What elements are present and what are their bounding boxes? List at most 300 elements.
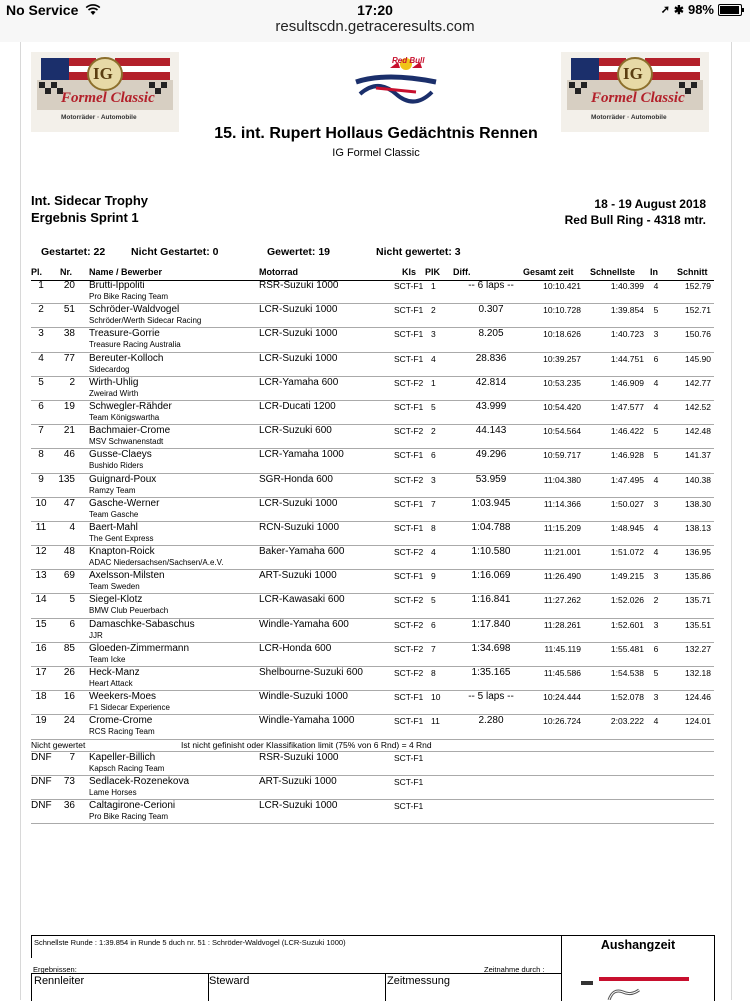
cell-nr: 21 (63, 425, 75, 437)
cell-pik: 2 (431, 305, 436, 316)
event-venue: Red Bull Ring - 4318 mtr. (564, 213, 706, 227)
table-row (31, 570, 714, 594)
cell-name: Siegel-Klotz (89, 594, 143, 606)
cell-motorrad: LCR-Suzuki 1000 (259, 352, 338, 364)
cell-klasse: SCT-F1 (394, 401, 424, 412)
cell-klasse: SCT-F1 (394, 522, 424, 533)
cell-name: Gusse-Claeys (89, 449, 152, 461)
cell-team: ADAC Niedersachsen/Sachsen/A.e.V. (89, 558, 224, 568)
cell-motorrad: LCR-Yamaha 600 (259, 376, 339, 388)
cell-pik: 1 (431, 281, 436, 291)
cell-motorrad: RSR-Suzuki 1000 (259, 751, 339, 763)
cell-nr: 4 (69, 521, 75, 533)
cell-schnitt: 138.30 (685, 498, 711, 509)
cell-in-runde: 5 (653, 450, 659, 461)
cell-klasse: SCT-F1 (394, 752, 424, 763)
cell-pl: 8 (38, 449, 44, 461)
results-table (31, 280, 714, 824)
cell-gesamtzeit: 10:53.235 (543, 377, 581, 388)
cell-pl: 10 (35, 497, 47, 509)
cell-klasse: SCT-F1 (394, 329, 424, 340)
cell-name: Knapton-Roick (89, 546, 155, 558)
cell-schnitt: 145.90 (685, 353, 711, 364)
zeitnahme-label: Zeitnahme durch : (484, 965, 545, 974)
cell-team: Team Königswartha (89, 412, 160, 422)
cell-pik: 11 (431, 716, 440, 727)
cell-pik: 4 (431, 547, 436, 558)
cell-klasse: SCT-F1 (394, 281, 424, 291)
cell-motorrad: LCR-Suzuki 1000 (259, 328, 338, 340)
cell-motorrad: RCN-Suzuki 1000 (259, 521, 340, 533)
cell-pik: 1 (431, 377, 436, 388)
cell-motorrad: ART-Suzuki 1000 (259, 570, 337, 582)
cell-nr: 48 (63, 546, 75, 558)
cell-nr: 51 (63, 304, 75, 316)
cell-nr: 85 (63, 642, 75, 654)
cell-pik: 4 (431, 353, 436, 364)
table-row (31, 449, 714, 473)
cell-name: Axelsson-Milsten (89, 570, 165, 582)
cell-name: Treasure-Gorrie (89, 328, 160, 340)
cell-diff: 44.143 (475, 425, 507, 437)
cell-gesamtzeit: 10:39.257 (543, 353, 581, 364)
event-info (31, 192, 148, 226)
count-started: Gestartet: 22 (41, 246, 106, 258)
cell-schnitt: 150.76 (685, 329, 711, 340)
cell-name: Brutti-Ippoliti (89, 280, 145, 291)
cell-schnellste: 1:46.928 (610, 450, 644, 461)
table-row (31, 594, 714, 618)
cell-motorrad: RSR-Suzuki 1000 (259, 280, 339, 291)
table-row (31, 522, 714, 546)
cell-pik: 10 (431, 692, 441, 703)
cell-team: Ramzy Team (89, 485, 136, 495)
cell-schnellste: 1:52.078 (610, 692, 644, 703)
table-row (31, 546, 714, 570)
note-text: Ist nicht gefinisht oder Klassifikation limit (75% von 6 Rnd) = 4 Rnd (181, 739, 432, 750)
cell-nr: 135 (58, 473, 75, 485)
cell-name: Crome-Crome (89, 715, 153, 727)
rennleiter-box (31, 973, 209, 1001)
cell-in-runde: 3 (653, 692, 659, 703)
cell-motorrad: Windle-Yamaha 600 (259, 618, 349, 630)
track-map-icon (579, 975, 699, 1000)
cell-klasse: SCT-F2 (394, 668, 424, 678)
cell-diff: 8.205 (478, 328, 504, 340)
clock: 17:20 (357, 2, 393, 18)
col-pik: PIK (425, 267, 441, 277)
cell-diff: 43.999 (475, 400, 507, 412)
cell-motorrad: Shelbourne-Suzuki 600 (259, 667, 363, 678)
cell-pl: 9 (38, 473, 44, 485)
cell-name: Wirth-Uhlig (89, 376, 139, 388)
table-row (31, 752, 714, 776)
carrier-label: No Service (6, 2, 79, 18)
cell-team: Heart Attack (89, 679, 133, 688)
cell-klasse: SCT-F2 (394, 426, 424, 437)
bluetooth-icon: ✱ (673, 2, 684, 17)
cell-schnellste: 1:51.072 (610, 547, 644, 558)
cell-diff: 53.959 (475, 473, 507, 485)
cell-nr: 47 (63, 497, 75, 509)
col-in: In (650, 267, 658, 277)
cell-team: Treasure Racing Australia (89, 340, 181, 350)
table-row (31, 377, 714, 401)
classification-note (31, 740, 714, 752)
ig-logo-formel: Formel Classic (591, 90, 685, 106)
battery-percent: 98% (687, 2, 714, 17)
cell-schnitt: 141.37 (685, 450, 711, 461)
cell-klasse: SCT-F1 (394, 353, 424, 364)
cell-schnellste: 1:48.945 (610, 522, 644, 533)
cell-schnitt: 142.48 (685, 426, 711, 437)
cell-pik: 5 (431, 595, 436, 606)
cell-pl: 19 (35, 715, 47, 727)
cell-name: Guignard-Poux (89, 473, 157, 485)
cell-pl: DNF (31, 775, 52, 787)
cell-nr: 26 (63, 667, 75, 678)
col-gesamt: Gesamt zeit (523, 267, 574, 277)
cell-diff: 0.307 (478, 304, 504, 316)
cell-pl: 17 (35, 667, 47, 678)
cell-in-runde: 4 (653, 716, 659, 727)
cell-gesamtzeit: 10:54.420 (543, 401, 581, 412)
result-type: Ergebnis Sprint 1 (31, 210, 139, 225)
zeitmessung-label: Zeitmessung (387, 975, 450, 987)
cell-gesamtzeit: 10:24.444 (543, 692, 581, 703)
cell-in-runde: 6 (653, 353, 659, 364)
cell-diff: 1:34.698 (471, 642, 511, 654)
cell-name: Baert-Mahl (89, 521, 138, 533)
table-row (31, 619, 714, 643)
cell-schnitt: 136.95 (685, 547, 711, 558)
cell-team: MSV Schwanenstadt (89, 437, 164, 447)
ig-logo-sub: Motorräder · Automobile (61, 114, 137, 121)
cell-klasse: SCT-F2 (394, 377, 424, 388)
cell-pl: 2 (38, 304, 44, 316)
cell-pl: 13 (35, 570, 47, 582)
note-label: Nicht gewertet (31, 739, 86, 750)
cell-pik: 6 (431, 619, 436, 630)
cell-gesamtzeit: 11:28.261 (543, 619, 581, 630)
cell-in-runde: 5 (653, 668, 659, 678)
cell-diff: 2.280 (478, 715, 504, 727)
cell-schnellste: 1:50.027 (610, 498, 644, 509)
cell-gesamtzeit: 11:45.586 (543, 668, 581, 678)
cell-schnellste: 1:52.601 (610, 619, 644, 630)
cell-diff: 1:03.945 (471, 497, 511, 509)
cell-in-runde: 4 (653, 377, 659, 388)
cell-schnellste: 1:52.026 (610, 595, 644, 606)
cell-schnellste: 1:46.422 (610, 426, 644, 437)
cell-diff: 49.296 (475, 449, 507, 461)
cell-name: Kapeller-Billich (89, 751, 156, 763)
cell-schnellste: 1:49.215 (610, 571, 644, 582)
results-header (31, 267, 714, 281)
cell-klasse: SCT-F1 (394, 450, 424, 461)
cell-motorrad: ART-Suzuki 1000 (259, 775, 337, 787)
cell-nr: 16 (63, 691, 75, 703)
cell-in-runde: 5 (653, 426, 659, 437)
cell-pl: 3 (38, 328, 44, 340)
url-bar[interactable]: resultscdn.getraceresults.com (275, 18, 475, 35)
page-title: 15. int. Rupert Hollaus Gedächtnis Rennen (214, 125, 538, 142)
cell-schnitt: 132.18 (685, 668, 711, 678)
cell-in-runde: 4 (653, 401, 659, 412)
cell-pl: 12 (35, 546, 47, 558)
status-icons (661, 2, 742, 17)
cell-motorrad: LCR-Ducati 1200 (259, 400, 336, 412)
table-row (31, 304, 714, 328)
cell-pik: 7 (431, 498, 436, 509)
cell-in-runde: 6 (653, 643, 659, 654)
cell-pl: 7 (38, 425, 44, 437)
cell-klasse: SCT-F1 (394, 571, 424, 582)
cell-team: Pro Bike Racing Team (89, 292, 168, 301)
cell-nr: 20 (63, 280, 75, 291)
cell-diff: 1:04.788 (471, 521, 511, 533)
cell-gesamtzeit: 11:26.490 (543, 571, 581, 582)
cell-nr: 73 (63, 775, 75, 787)
cell-diff: -- 6 laps -- (468, 280, 514, 291)
cell-team: F1 Sidecar Experience (89, 703, 170, 713)
cell-nr: 77 (63, 352, 75, 364)
cell-pik: 5 (431, 401, 436, 412)
cell-diff: 1:16.069 (471, 570, 511, 582)
table-row (31, 667, 714, 691)
cell-name: Sedlacek-Rozenekova (89, 775, 190, 787)
cell-in-runde: 2 (653, 595, 659, 606)
cell-pl: 6 (38, 400, 44, 412)
cell-team: Kapsch Racing Team (89, 763, 165, 773)
cell-in-runde: 5 (653, 305, 659, 316)
cell-klasse: SCT-F1 (394, 776, 424, 787)
cell-team: BMW Club Peuerbach (89, 606, 169, 616)
cell-pl: 5 (38, 376, 44, 388)
cell-pl: DNF (31, 799, 52, 811)
cell-schnitt: 138.13 (685, 522, 711, 533)
ig-formel-classic-logo-right (561, 52, 709, 132)
cell-motorrad: LCR-Suzuki 1000 (259, 497, 338, 509)
cell-schnitt: 140.38 (685, 474, 711, 485)
cell-team: JJR (89, 630, 103, 640)
cell-schnitt: 152.71 (685, 305, 711, 316)
cell-team: RCS Racing Team (89, 727, 155, 737)
cell-motorrad: Baker-Yamaha 600 (259, 546, 345, 558)
cell-schnitt: 135.51 (685, 619, 711, 630)
red-bull-ring-logo (346, 52, 446, 114)
cell-gesamtzeit: 11:27.262 (543, 595, 581, 606)
cell-schnellste: 1:46.909 (610, 377, 644, 388)
cell-klasse: SCT-F2 (394, 619, 424, 630)
cell-motorrad: LCR-Suzuki 1000 (259, 799, 338, 811)
cell-in-runde: 3 (653, 619, 659, 630)
cell-team: Lame Horses (89, 787, 137, 797)
cell-pik: 7 (431, 643, 436, 654)
cell-name: Bereuter-Kolloch (89, 352, 164, 364)
cell-pik: 8 (431, 522, 436, 533)
cell-team: Team Gasche (89, 509, 139, 519)
cell-diff: 1:17.840 (471, 618, 511, 630)
cell-gesamtzeit: 11:45.119 (544, 643, 581, 654)
cell-nr: 5 (69, 594, 75, 606)
cell-nr: 69 (63, 570, 75, 582)
result-document (20, 42, 732, 1000)
cell-schnellste: 1:47.495 (610, 474, 644, 485)
cell-pl: 1 (38, 280, 44, 291)
cell-team: The Gent Express (89, 533, 154, 543)
ig-formel-classic-logo-left (31, 52, 179, 132)
cell-in-runde: 4 (653, 474, 659, 485)
cell-name: Gloeden-Zimmermann (89, 642, 190, 654)
cell-klasse: SCT-F2 (394, 643, 424, 654)
ig-logo-formel: Formel Classic (61, 90, 155, 106)
cell-gesamtzeit: 10:10.728 (543, 305, 581, 316)
cell-pl: DNF (31, 751, 52, 763)
event-date-venue (565, 196, 706, 228)
cell-team: Pro Bike Racing Team (89, 811, 168, 821)
cell-in-runde: 3 (653, 498, 659, 509)
table-row (31, 643, 714, 667)
zeitmessung-box (385, 973, 561, 1001)
cell-klasse: SCT-F1 (394, 305, 424, 316)
cell-schnitt: 124.46 (685, 692, 711, 703)
cell-name: Bachmaier-Crome (89, 425, 171, 437)
cell-nr: 6 (69, 618, 75, 630)
fastest-lap-text: Schnellste Runde : 1:39.854 in Runde 5 duch nr. 51 : Schröder-Waldvogel (LCR-Suzuki 1000) (34, 938, 346, 947)
ig-logo-text: IG (93, 64, 113, 83)
cell-pl: 18 (35, 691, 47, 703)
status-bar (0, 0, 750, 42)
cell-gesamtzeit: 10:54.564 (543, 426, 581, 437)
cell-motorrad: LCR-Suzuki 600 (259, 425, 332, 437)
count-not-started: Nicht Gestartet: 0 (131, 246, 219, 258)
page-subtitle: IG Formel Classic (332, 147, 420, 159)
cell-team: Team Icke (89, 654, 126, 664)
table-row (31, 401, 714, 425)
cell-nr: 2 (69, 376, 75, 388)
cell-klasse: SCT-F2 (394, 595, 424, 606)
cell-pik: 9 (431, 571, 436, 582)
cell-motorrad: LCR-Yamaha 1000 (259, 449, 344, 461)
event-name: Int. Sidecar Trophy (31, 193, 149, 208)
cell-klasse: SCT-F2 (394, 547, 424, 558)
cell-motorrad: LCR-Honda 600 (259, 642, 332, 654)
cell-pl: 15 (35, 618, 47, 630)
table-row (31, 328, 714, 352)
cell-klasse: SCT-F1 (394, 498, 424, 509)
cell-in-runde: 4 (653, 547, 659, 558)
cell-pik: 2 (431, 426, 436, 437)
col-diff: Diff. (453, 267, 471, 277)
table-row (31, 280, 714, 304)
cell-gesamtzeit: 11:15.209 (543, 522, 581, 533)
cell-schnellste: 1:54.538 (610, 668, 644, 678)
cell-motorrad: Windle-Yamaha 1000 (259, 715, 355, 727)
cell-schnellste: 2:03.222 (610, 716, 644, 727)
cell-nr: 19 (63, 400, 75, 412)
col-kls: Kls (402, 267, 417, 277)
col-nr: Nr. (60, 267, 73, 277)
cell-name: Weekers-Moes (89, 691, 157, 703)
fastest-lap-box (31, 935, 562, 958)
cell-schnellste: 1:47.577 (610, 401, 644, 412)
table-row (31, 474, 714, 498)
red-bull-logo-text: Red Bull (392, 56, 425, 65)
cell-klasse: SCT-F1 (394, 716, 424, 727)
cell-schnellste: 1:40.723 (610, 329, 644, 340)
location-icon: ➚ (660, 4, 670, 16)
cell-gesamtzeit: 11:04.380 (543, 474, 581, 485)
col-moto: Motorrad (259, 267, 298, 277)
cell-name: Schwegler-Rähder (89, 400, 172, 412)
cell-team: Sidecardog (89, 364, 130, 374)
count-classified: Gewertet: 19 (267, 246, 331, 258)
table-row (31, 776, 714, 800)
cell-nr: 7 (69, 751, 75, 763)
col-schnellste: Schnellste (590, 267, 636, 277)
cell-gesamtzeit: 11:21.001 (543, 547, 581, 558)
cell-pl: 14 (35, 594, 47, 606)
cell-gesamtzeit: 10:18.626 (543, 329, 581, 340)
cell-diff: 1:10.580 (471, 546, 511, 558)
ergebnissen-label: Ergebnissen: (33, 965, 77, 974)
cell-name: Caltagirone-Cerioni (89, 799, 176, 811)
cell-motorrad: SGR-Honda 600 (259, 473, 333, 485)
cell-schnellste: 1:55.481 (610, 643, 644, 654)
count-not-classified: Nicht gewertet: 3 (376, 246, 461, 258)
cell-motorrad: Windle-Suzuki 1000 (259, 691, 348, 703)
col-schnitt: Schnitt (677, 267, 708, 277)
cell-diff: 1:16.841 (471, 594, 511, 606)
cell-schnitt: 142.77 (685, 377, 711, 388)
cell-team: Schröder/Werth Sidecar Racing (89, 316, 202, 326)
table-row (31, 715, 714, 739)
cell-diff: -- 5 laps -- (468, 691, 514, 703)
footer (31, 935, 714, 1000)
cell-schnitt: 135.86 (685, 571, 711, 582)
cell-nr: 36 (63, 799, 75, 811)
cell-in-runde: 4 (653, 281, 659, 291)
steward-box (207, 973, 386, 1001)
table-row (31, 425, 714, 449)
cell-team: Bushido Riders (89, 461, 144, 471)
cell-diff: 28.836 (475, 352, 507, 364)
cell-in-runde: 3 (653, 571, 659, 582)
col-pl: Pl. (31, 267, 43, 277)
cell-gesamtzeit: 11:14.366 (543, 498, 581, 509)
cell-schnellste: 1:44.751 (610, 353, 644, 364)
cell-schnitt: 135.71 (685, 595, 711, 606)
cell-gesamtzeit: 10:59.717 (543, 450, 581, 461)
ig-logo-text: IG (623, 64, 643, 83)
cell-schnitt: 124.01 (685, 716, 711, 727)
event-date: 18 - 19 August 2018 (594, 197, 706, 211)
cell-pl: 4 (38, 352, 44, 364)
ig-logo-sub: Motorräder · Automobile (591, 114, 667, 121)
rennleiter-label: Rennleiter (34, 975, 85, 987)
table-row (31, 800, 714, 824)
cell-nr: 38 (63, 328, 75, 340)
cell-schnellste: 1:39.854 (610, 305, 644, 316)
table-row (31, 353, 714, 377)
cell-nr: 46 (63, 449, 75, 461)
table-row (31, 691, 714, 715)
cell-name: Gasche-Werner (89, 497, 160, 509)
cell-pl: 11 (35, 521, 47, 533)
steward-label: Steward (209, 975, 250, 987)
cell-schnitt: 132.27 (685, 643, 711, 654)
